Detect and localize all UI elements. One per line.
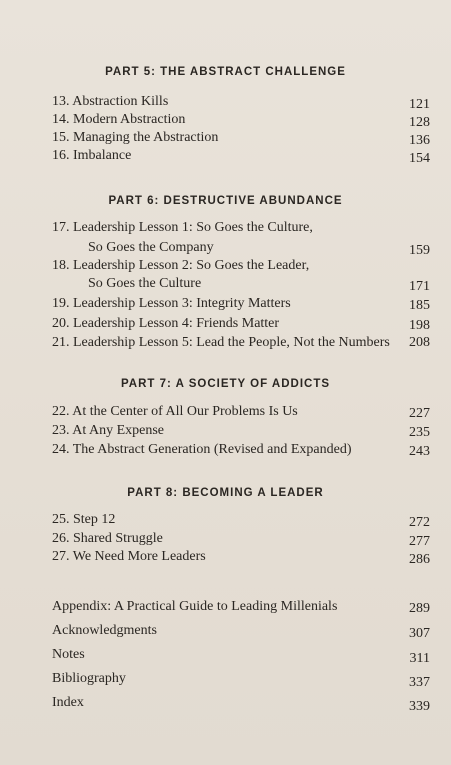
entry-page: 159: [409, 243, 430, 258]
entry-title: 17. Leadership Lesson 1: So Goes the Culture,: [52, 220, 313, 235]
toc-entry: [52, 547, 430, 567]
toc-entry: [52, 333, 430, 353]
entry-page: 311: [409, 651, 430, 666]
entry-title: 23. At Any Expense: [52, 423, 164, 438]
back-matter-entry: [52, 693, 430, 713]
back-matter-entry: [52, 645, 430, 665]
entry-title: 27. We Need More Leaders: [52, 549, 206, 564]
entry-title: 19. Leadership Lesson 3: Integrity Matters: [52, 296, 291, 311]
toc-entry: [52, 146, 430, 166]
toc-entry: [52, 421, 430, 441]
toc-entry: [52, 256, 430, 276]
entry-page: 128: [409, 115, 430, 130]
toc-entry: [52, 110, 430, 130]
toc-entry: [52, 440, 430, 460]
entry-page: 121: [409, 97, 430, 112]
entry-title-line-2: So Goes the Company: [88, 240, 214, 255]
entry-page: 136: [409, 133, 430, 148]
entry-title: 22. At the Center of All Our Problems Is Us: [52, 404, 298, 419]
entry-title: 16. Imbalance: [52, 148, 132, 163]
entry-title: Appendix: A Practical Guide to Leading Millenials: [52, 599, 338, 614]
entry-page: 307: [409, 626, 430, 641]
entry-title: Notes: [52, 647, 85, 662]
entry-title: 24. The Abstract Generation (Revised and Expanded): [52, 442, 352, 457]
part-6-heading: PART 6: DESTRUCTIVE ABUNDANCE: [108, 195, 343, 207]
toc-entry: [52, 314, 430, 334]
entry-page: 227: [409, 406, 430, 421]
toc-entry: [52, 402, 430, 422]
entry-title: 14. Modern Abstraction: [52, 112, 186, 127]
entry-title: 21. Leadership Lesson 5: Lead the People, Not the Numbers: [52, 335, 390, 350]
entry-title: 25. Step 12: [52, 512, 116, 527]
entry-page: 185: [409, 298, 430, 313]
entry-page: 154: [409, 151, 430, 166]
toc-entry: [52, 128, 430, 148]
toc-entry: [52, 529, 430, 549]
toc-entry-continued: [52, 274, 430, 294]
entry-page: 337: [409, 675, 430, 690]
entry-page: 171: [409, 279, 430, 294]
entry-title: Index: [52, 695, 84, 710]
entry-page: 243: [409, 444, 430, 459]
part-8-heading: PART 8: BECOMING A LEADER: [127, 487, 324, 499]
entry-page: 277: [409, 534, 430, 549]
toc-entry: [52, 218, 430, 238]
entry-page: 235: [409, 425, 430, 440]
entry-title: 15. Managing the Abstraction: [52, 130, 219, 145]
entry-page: 339: [409, 699, 430, 714]
toc-entry: [52, 92, 430, 112]
entry-title: 26. Shared Struggle: [52, 531, 163, 546]
part-7-heading: PART 7: A SOCIETY OF ADDICTS: [120, 378, 331, 390]
entry-title: 20. Leadership Lesson 4: Friends Matter: [52, 316, 280, 331]
entry-page: 272: [409, 515, 430, 530]
toc-entry: [52, 510, 430, 530]
toc-entry-continued: [52, 238, 430, 258]
back-matter-entry: [52, 669, 430, 689]
entry-title-line-2: So Goes the Culture: [88, 276, 202, 291]
toc-entry: [52, 294, 430, 314]
entry-title: Acknowledgments: [52, 623, 157, 638]
back-matter-entry: [52, 621, 430, 641]
part-5-heading: PART 5: THE ABSTRACT CHALLENGE: [105, 66, 346, 78]
entry-page: 286: [409, 552, 430, 567]
entry-page: 208: [409, 335, 430, 350]
entry-title: 18. Leadership Lesson 2: So Goes the Leader,: [52, 258, 310, 273]
entry-page: 289: [409, 601, 430, 616]
entry-page: 198: [409, 318, 430, 333]
entry-title: Bibliography: [52, 671, 126, 686]
back-matter-entry: [52, 597, 430, 617]
entry-title: 13. Abstraction Kills: [52, 94, 169, 109]
